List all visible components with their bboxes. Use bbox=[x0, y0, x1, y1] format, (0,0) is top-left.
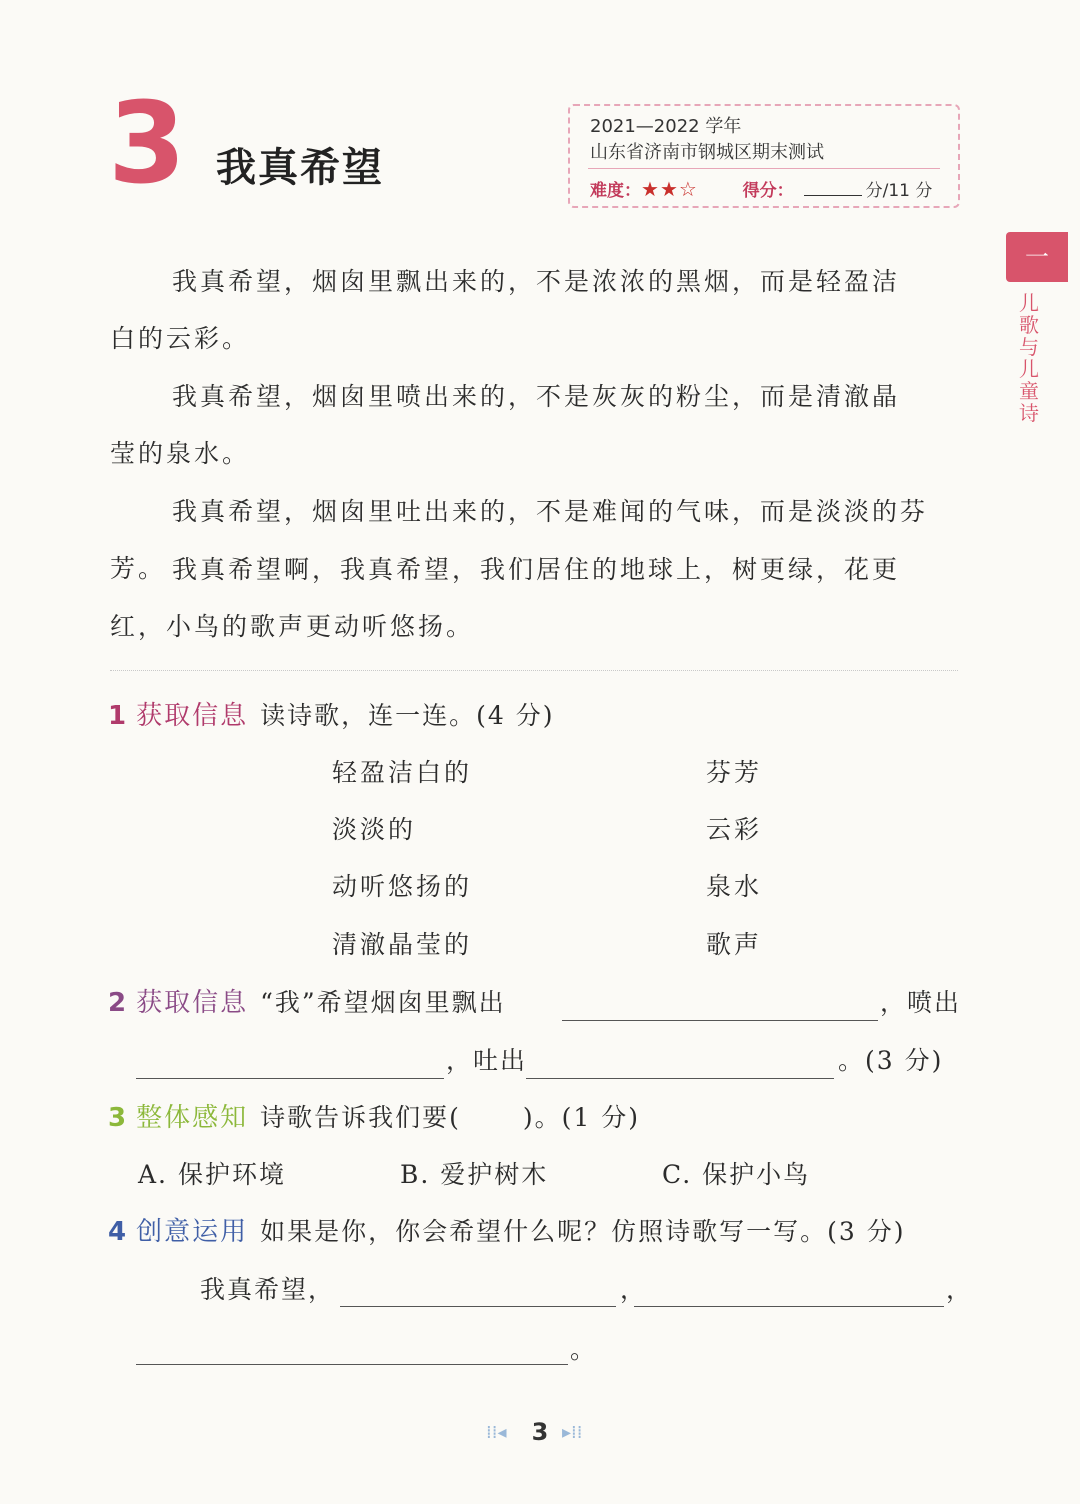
question-2-mid1: ，喷出 bbox=[880, 988, 962, 1017]
question-number: 3 bbox=[108, 1103, 129, 1133]
poem-line: 我真希望啊，我真希望，我们居住的地球上，树更绿，花更 bbox=[172, 555, 901, 584]
poem-line: 我真希望，烟囱里喷出来的，不是灰灰的粉尘，而是清澈晶 bbox=[172, 382, 901, 411]
difficulty-stars bbox=[641, 177, 698, 201]
star-filled-icon: ★ bbox=[659, 177, 679, 201]
question-tag: 获取信息 bbox=[136, 701, 249, 731]
match-left-3[interactable]: 动听悠扬的 bbox=[332, 872, 473, 901]
poem-stanza-4 bbox=[110, 541, 960, 655]
question-tag: 整体感知 bbox=[136, 1103, 249, 1133]
lesson-title: 我真希望 bbox=[216, 145, 384, 191]
writing-blank-2[interactable] bbox=[634, 1306, 944, 1307]
difficulty-score-row bbox=[590, 176, 932, 201]
writing-end: 。 bbox=[570, 1335, 598, 1364]
exam-info-box bbox=[568, 104, 960, 208]
score-label: 得分： bbox=[742, 181, 794, 201]
answer-blank-1[interactable] bbox=[562, 1020, 878, 1021]
question-tag: 创意运用 bbox=[136, 1217, 249, 1247]
unit-tab: 一 bbox=[1006, 232, 1068, 282]
difficulty-label: 难度： bbox=[590, 181, 641, 201]
poem-stanza-1 bbox=[110, 253, 960, 367]
answer-blank-2[interactable] bbox=[136, 1078, 444, 1079]
writing-blank-1[interactable] bbox=[340, 1306, 616, 1307]
exam-year: 2021—2022 学年 bbox=[590, 116, 742, 137]
question-1 bbox=[108, 700, 554, 732]
star-filled-icon: ★ bbox=[641, 177, 660, 201]
info-divider bbox=[588, 168, 940, 169]
question-2 bbox=[108, 987, 506, 1019]
match-right-1[interactable]: 芬芳 bbox=[706, 758, 763, 787]
writing-prompt: 我真希望， bbox=[200, 1275, 336, 1304]
option-c[interactable]: C. 保护小鸟 bbox=[662, 1160, 811, 1189]
question-number: 4 bbox=[108, 1217, 129, 1247]
match-right-2[interactable]: 云彩 bbox=[706, 815, 763, 844]
writing-blank-3[interactable] bbox=[136, 1364, 568, 1365]
question-2-mid2: ，吐出 bbox=[446, 1046, 528, 1075]
poem-line: 我真希望，烟囱里飘出来的，不是浓浓的黑烟，而是轻盈洁 bbox=[172, 267, 901, 296]
question-3 bbox=[108, 1102, 640, 1134]
question-number: 1 bbox=[108, 701, 129, 731]
poem-line: 红，小鸟的歌声更动听悠扬。 bbox=[110, 612, 475, 641]
match-right-4[interactable]: 歌声 bbox=[706, 930, 763, 959]
poem-line: 我真希望，烟囱里吐出来的，不是难闻的气味，而是淡淡的芬芳。 bbox=[110, 497, 929, 583]
star-empty-icon: ☆ bbox=[678, 177, 698, 201]
match-left-2[interactable]: 淡淡的 bbox=[332, 815, 417, 844]
unit-name-vertical: 儿歌与儿童诗 bbox=[1019, 291, 1039, 425]
option-a[interactable]: A. 保护环境 bbox=[138, 1160, 286, 1189]
question-tag: 获取信息 bbox=[136, 988, 249, 1018]
poem-line: 白的云彩。 bbox=[110, 324, 251, 353]
match-left-4[interactable]: 清澈晶莹的 bbox=[332, 930, 473, 959]
question-text-end: )。(1 分) bbox=[522, 1103, 640, 1132]
page-deco-right-icon: ▸⁞⁞ bbox=[562, 1422, 583, 1443]
question-4 bbox=[108, 1216, 905, 1248]
option-b[interactable]: B. 爱护树木 bbox=[400, 1160, 549, 1189]
poem-line: 莹的泉水。 bbox=[110, 439, 251, 468]
writing-comma-2: ， bbox=[946, 1275, 974, 1304]
question-number: 2 bbox=[108, 988, 129, 1018]
lesson-number: 3 bbox=[108, 79, 186, 209]
match-right-3[interactable]: 泉水 bbox=[706, 872, 763, 901]
question-2-end: 。(3 分) bbox=[838, 1046, 944, 1075]
question-text: 读诗歌，连一连。(4 分) bbox=[260, 701, 555, 730]
score-total: 分/11 分 bbox=[865, 181, 933, 201]
page-number: 3 bbox=[531, 1418, 549, 1446]
exam-source: 山东省济南市钢城区期末测试 bbox=[590, 142, 824, 163]
page-deco-left-icon: ⁞⁞◂ bbox=[486, 1422, 507, 1443]
poem-stanza-2 bbox=[110, 368, 960, 482]
match-left-1[interactable]: 轻盈洁白的 bbox=[332, 758, 473, 787]
question-text: “我”希望烟囱里飘出 bbox=[260, 988, 506, 1017]
writing-comma: ， bbox=[620, 1275, 648, 1304]
answer-blank-3[interactable] bbox=[526, 1078, 834, 1079]
score-blank[interactable] bbox=[804, 179, 862, 196]
question-text: 诗歌告诉我们要( bbox=[260, 1103, 461, 1132]
section-divider bbox=[110, 670, 958, 671]
question-text: 如果是你，你会希望什么呢？仿照诗歌写一写。(3 分) bbox=[260, 1217, 906, 1246]
